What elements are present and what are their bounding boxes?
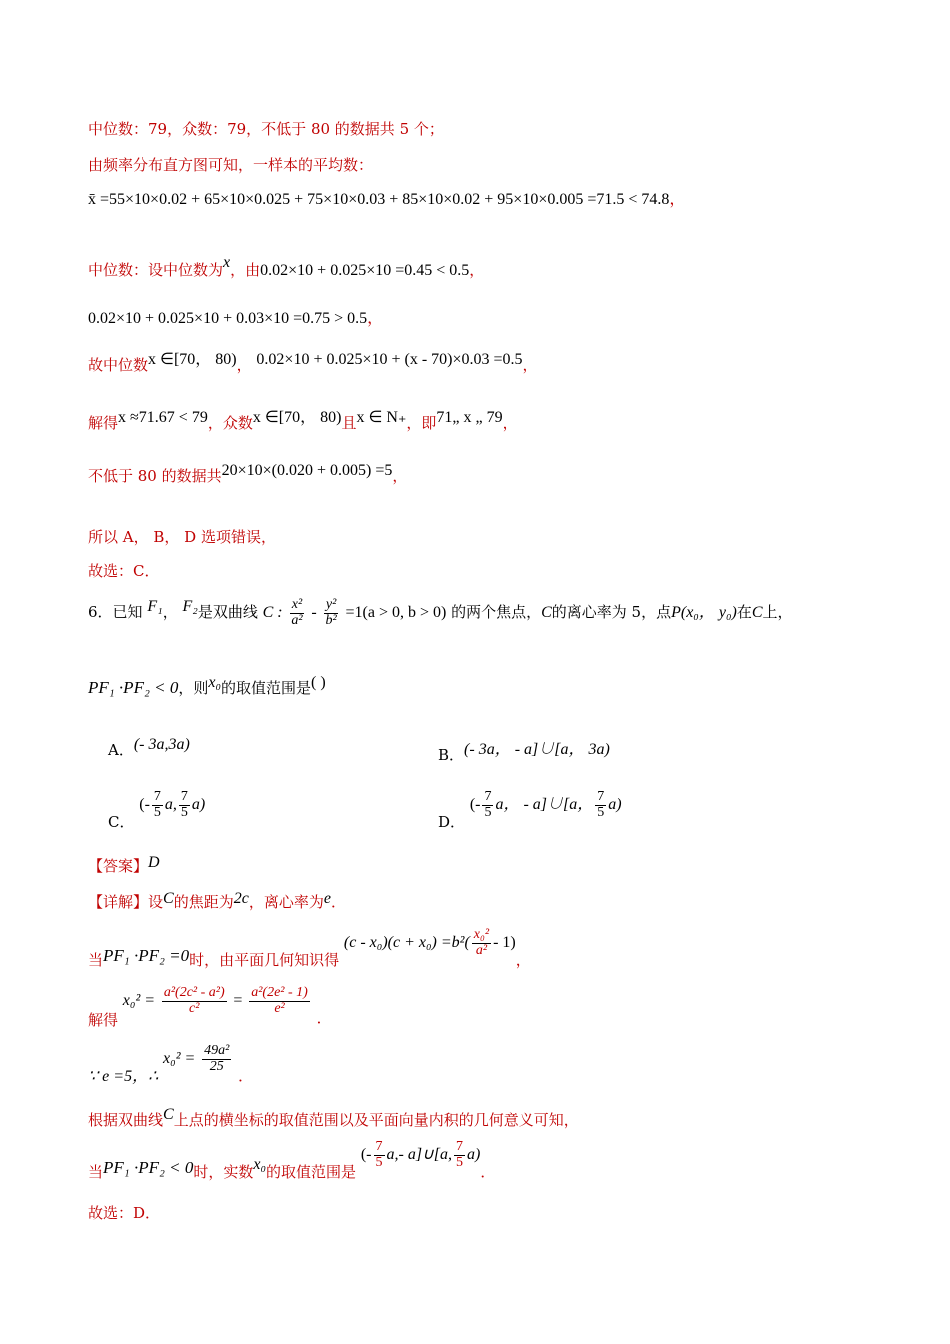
detail-geometry: 根据双曲线C上点的横坐标的取值范围以及平面向量内积的几何意义可知， (88, 1106, 579, 1129)
option-a[interactable]: A．(- 3a,3a) (108, 736, 190, 759)
choice-line: 故选：C． (88, 562, 160, 580)
detail-solve: 解得 x₀² = $\frac{\text{a²(2c² - a²)}}{\text{c²}}$ = $\frac{\text{a²(2e² - 1)}}{\text{e²}}$ ． (88, 985, 332, 1030)
question-6-condition: PF₁ ·PF₂ < 0，则x₀的取值范围是( ) (88, 674, 326, 697)
detail-range: 当PF₁ ·PF₂ < 0时，实数x₀的取值范围是 (- $\frac{7}{5}$ a,- a]∪[a, $\frac{7}{5}$ a)． (88, 1139, 496, 1182)
median-solution: 解得x ≈71.67 < 79，众数x ∈[70， 80)且x ∈ N₊，即71„ x „ 79， (88, 409, 518, 432)
option-c[interactable]: C． (- $\frac{7}{5}$ a, $\frac{7}{5}$ a) (108, 789, 206, 832)
fraction-x2-a2: $\frac{\text{x²}}{\text{a²}}$ (291, 597, 303, 628)
mean-formula: x̄ =55×10×0.02 + 65×10×0.025 + 75×10×0.03 + 85×10×0.02 + 95×10×0.005 =71.5 < 74.8， (88, 191, 686, 208)
option-b[interactable]: B．(- 3a， - a]∪[a， 3a) (438, 741, 610, 764)
conclusion-line: 所以 A， B， D 选项错误， (88, 528, 276, 546)
detail-substitution: ∵ e =5，∴ x₀² = $\frac{\text{49a²}}{25}$ ． (88, 1043, 254, 1086)
final-choice: 故选：D． (88, 1204, 161, 1222)
detail-equality-case: 当PF₁ ·PF₂ =0时，由平面几何知识得 (c - x₀)(c + x₀) =b²( $\frac{\text{x₀²}}{\text{a²}}$ - 1)， (88, 927, 531, 970)
solution-line: 中位数：79，众数：79，不低于 80 的数据共 5 个； (88, 120, 444, 138)
fraction-y2-b2: $\frac{\text{y²}}{\text{b²}}$ (325, 597, 337, 628)
detail-line: 【详解】设C的焦距为2c，离心率为e． (88, 890, 346, 911)
median-interval: 故中位数x ∈[70， 80)， 0.02×10 + 0.025×10 + (x - 70)×0.03 =0.5， (88, 351, 538, 374)
count-line: 不低于 80 的数据共20×10×(0.020 + 0.005) =5， (88, 462, 408, 485)
question-6: 6．已知 F₁， F₂是双曲线 C : $\frac{\text{x²}}{\text{a²}}$ - $\frac{\text{y²}}{\text{b²}}$ =1(a > 0, b > 0) 的两个焦点，C的离心率为 5，点P(x₀， y₀)在C上， (88, 597, 793, 628)
solution-line: 由频率分布直方图可知，一样本的平均数： (88, 156, 374, 174)
option-d[interactable]: D． (- $\frac{7}{5}$ a， - a]∪[a， $\frac{7}{5}$ a) (438, 789, 622, 832)
median-setup: 中位数：设中位数为x，由0.02×10 + 0.025×10 =0.45 < 0.5， (88, 254, 485, 279)
median-step: 0.02×10 + 0.025×10 + 0.03×10 =0.75 > 0.5， (88, 310, 384, 327)
answer-line: 【答案】D (88, 854, 160, 875)
